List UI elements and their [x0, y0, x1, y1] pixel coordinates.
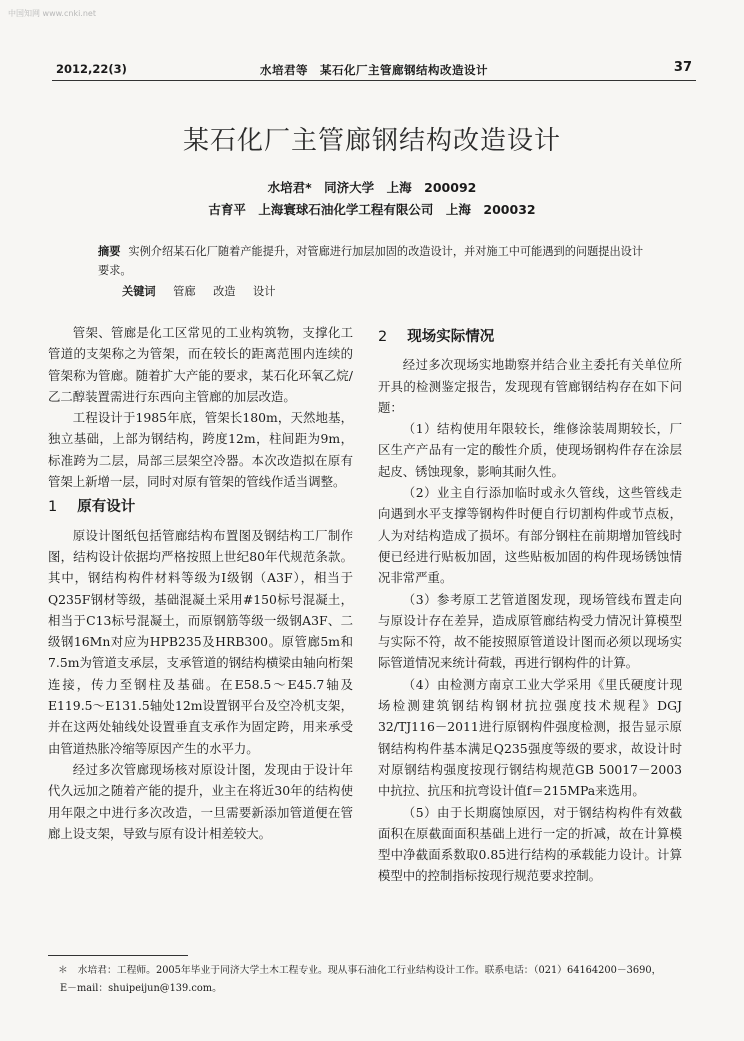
- section-number: 1: [48, 499, 58, 516]
- paragraph: 原设计图纸包括管廊结构布置图及钢结构工厂制作图，结构设计依据均严格按照上世纪80年代规范条款。其中，钢结构构件材料等级为Ⅰ级钢（A3F），相当于Q235F钢材等级，基础混凝土采用#150标号混凝土，相当于C13标号混凝土，而原钢筋等级一级钢A3F、二级钢16Mn对应为HPB235及HRB300。原管廊5m和7.5m为管道支承层，支承管道的钢结构横梁由轴向桁架连接，传力至钢柱及基础。在E58.5～E45.7轴及E119.5～E131.5轴处12m设置钢平台及空冷机支架，并在这两处轴线处设置垂直支承作为固定跨，用来承受由管道热胀冷缩等原因产生的水平力。: [48, 527, 353, 756]
- footnote-line: ＊ 水培君：工程师。2005年毕业于同济大学土木工程专业。现从事石油化工行业结构设计工作。联系电话：（021）64164200－3690，: [58, 965, 662, 976]
- section-number: 2: [378, 329, 388, 345]
- watermark: 中国知网 www.cnki.net: [8, 9, 96, 18]
- paragraph: 经过多次管廊现场核对原设计图，发现由于设计年代久远加之随着产能的提升，业主在将近30年的结构使用年限之中进行多次改造，一旦需要新添加管道便在管廊上设支架，导致与原有设计相差较大。: [48, 761, 353, 841]
- footnote-divider: [48, 955, 188, 956]
- keyword: 管廊: [173, 285, 196, 298]
- section-title: 现场实际情况: [407, 329, 495, 345]
- keywords-label: 关键词: [122, 285, 156, 298]
- issue-number: 2012,22(3): [56, 62, 127, 76]
- paragraph: （1）结构使用年限较长，维修涂装周期较长，厂区生产产品有一定的酸性介质，使现场钢构件存在涂层起皮、锈蚀现象，影响其耐久性。: [378, 421, 682, 479]
- author-line-2: 古育平 上海寰球石油化学工程有限公司 上海 200032: [208, 202, 536, 217]
- paragraph: 工程设计于1985年底，管架长180m，天然地基，独立基础，上部为钢结构，跨度12m，柱间距为9m，标准跨为二层，局部三层架空冷器。本次改造拟在原有管架上新增一层，同时对原有管架的管线作适当调整。: [48, 410, 353, 490]
- paragraph: （2）业主自行添加临时或永久管线，这些管线走向遇到水平支撑等钢构件时便自行切割构件或节点板，人为对结构造成了损坏。有部分钢柱在前期增加管线时便已经进行贴板加固，这些贴板加固的构件现场锈蚀情况非常严重。: [378, 485, 682, 586]
- paragraph: （5）由于长期腐蚀原因，对于钢结构构件有效截面积在原截面面积基础上进行一定的折减，故在计算模型中净截面系数取0.85进行结构的承载能力设计。计算模型中的控制指标按现行规范要求控制。: [378, 804, 682, 884]
- footnote: [58, 962, 694, 998]
- paragraph: 管架、管廊是化工区常见的工业构筑物，支撑化工管道的支架称之为管架，而在较长的距离范围内连续的管架称为管廊。随着扩大产能的要求，某石化环氧乙烷/乙二醇装置需进行东西向主管廊的加层改造。: [48, 325, 353, 404]
- running-header: [52, 62, 696, 81]
- paragraph: 经过多次现场实地勘察并结合业主委托有关单位所开具的检测鉴定报告，发现现有管廊钢结构存在如下问题：: [378, 357, 682, 415]
- abstract-text: 实例介绍某石化厂随着产能提升，对管廊进行加层加固的改造设计，并对施工中可能遇到的问题提出设计要求。: [98, 245, 644, 277]
- section-heading-2: [378, 327, 682, 348]
- paragraph: （3）参考原工艺管道图发现，现场管线布置走向与原设计存在差异，造成原管廊结构受力情况计算模型与实际不符，故不能按照原管道设计图而必须以现场实际管道情况来统计荷载，再进行钢构件的计算。: [378, 591, 682, 671]
- footnote-line: E－mail：shuipeijun@139.com。: [60, 983, 222, 994]
- keyword: 改造: [213, 285, 236, 298]
- author-line-1: 水培君* 同济大学 上海 200092: [267, 180, 477, 195]
- article-title: 某石化厂主管廊钢结构改造设计: [182, 126, 561, 156]
- paragraph: （4）由检测方南京工业大学采用《里氏硬度计现场检测建筑钢结构钢材抗拉强度技术规程》DGJ 32/TJ116－2011进行原钢构件强度检测，报告显示原钢结构构件基本满足Q235强度等级的要求，故设计时对原钢结构强度按现行钢结构规范GB 50017－2003中抗拉、抗压和抗弯设计值f＝215MPa来选用。: [378, 676, 682, 799]
- keyword: 设计: [253, 285, 276, 298]
- keywords: [122, 283, 289, 299]
- right-column: [378, 322, 682, 887]
- abstract-label: 摘要: [98, 245, 121, 258]
- page-number: 37: [673, 60, 692, 75]
- abstract: [98, 242, 646, 280]
- left-column: [48, 322, 353, 844]
- section-heading-1: [48, 497, 353, 518]
- running-title: 水培君等 某石化厂主管廊钢结构改造设计: [260, 63, 488, 77]
- section-title: 原有设计: [77, 499, 136, 516]
